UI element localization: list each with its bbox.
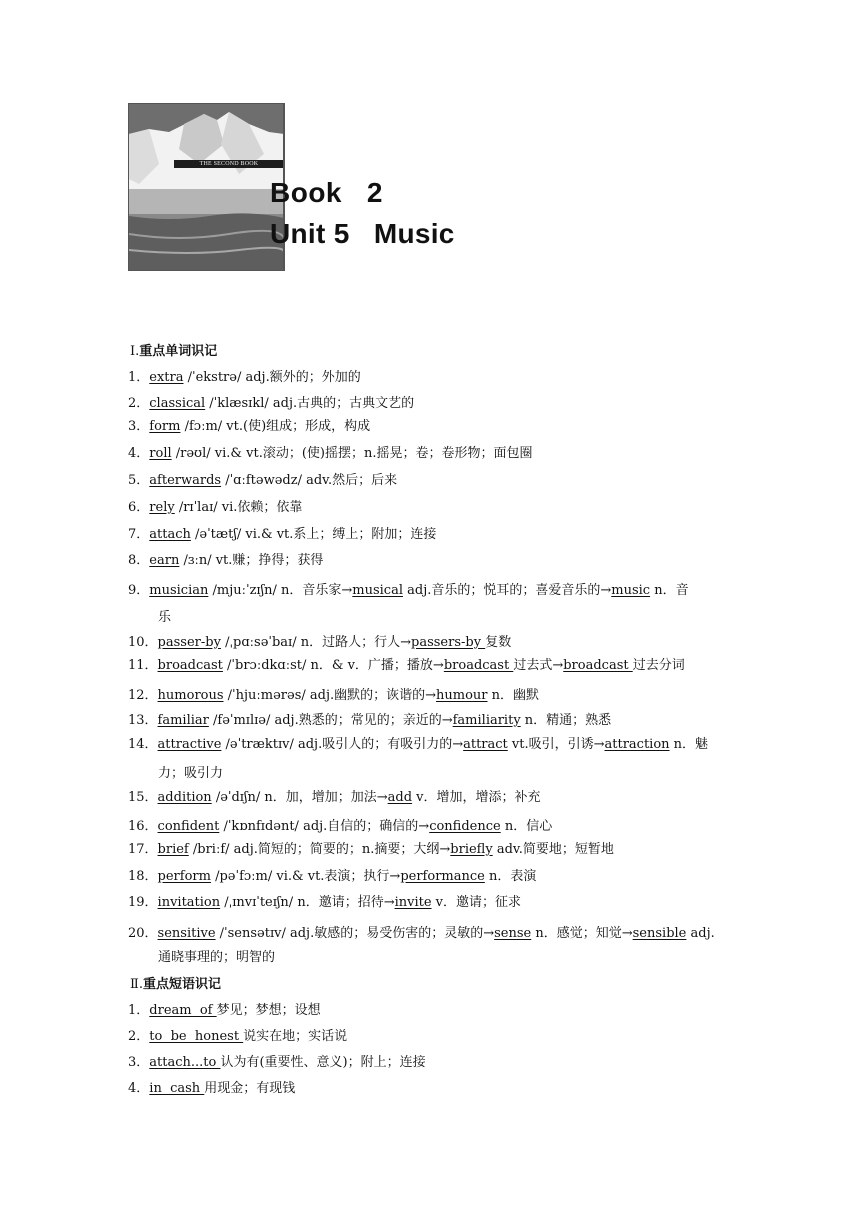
vocab-word: attach	[149, 527, 191, 542]
derived-word: broadcast	[563, 658, 633, 673]
vocab-item	[128, 552, 740, 570]
item-number: 15．	[128, 790, 158, 805]
vocab-item-continuation: 力；吸引力	[158, 766, 224, 781]
derived-word: humour	[436, 688, 488, 703]
vocab-definition: /ˈekstrə/ adj.额外的；外加的	[183, 370, 361, 385]
vocab-item	[128, 818, 740, 836]
item-number: 9．	[128, 583, 150, 598]
vocab-item	[128, 657, 740, 675]
vocab-definition: /ˈsensətɪv/ adj.敏感的；易受伤害的；灵敏的→	[215, 926, 495, 941]
phrase: attach...to	[149, 1055, 221, 1070]
vocab-word: extra	[149, 370, 184, 385]
derived-word: add	[387, 790, 413, 805]
derived-word: sense	[494, 926, 532, 941]
vocab-definition: /ˈɑːftəwədz/ adv.然后；后来	[221, 473, 398, 488]
phrase: in cash	[149, 1081, 205, 1096]
section-number: Ⅱ.	[130, 977, 143, 992]
phrase-item	[128, 1054, 740, 1072]
vocab-item	[128, 582, 740, 600]
vocab-word: form	[149, 419, 181, 434]
book-title: Book 2	[270, 177, 383, 208]
vocab-item	[128, 841, 740, 859]
derived-definition: adj.	[686, 926, 715, 941]
vocab-definition: /əˈtræktɪv/ adj.吸引人的；有吸引力的→	[221, 737, 464, 752]
derived-definition: n．表演	[484, 869, 537, 884]
vocab-word: earn	[149, 553, 180, 568]
vocab-definition: /ˌɪnvɪˈteɪʃn/ n．邀请；招待→	[220, 895, 395, 910]
vocab-word: brief	[157, 842, 189, 857]
vocab-item	[128, 736, 740, 754]
derived-definition: vt.吸引，引诱→	[507, 737, 605, 752]
derived-word: passers-by	[411, 635, 486, 650]
vocab-word: perform	[157, 869, 211, 884]
phrase-definition: 用现金；有现钱	[204, 1081, 296, 1096]
unit-title: Unit 5 Music	[270, 218, 455, 249]
vocab-definition: /ˈkɒnfɪdənt/ adj.自信的；确信的→	[219, 819, 430, 834]
vocab-definition: /mjuːˈzɪʃn/ n．音乐家→	[208, 583, 353, 598]
derived-definition: n．幽默	[487, 688, 540, 703]
item-number: 10．	[128, 635, 158, 650]
derived-definition: 复数	[485, 635, 512, 650]
derived-definition: adv.简要地；短暂地	[492, 842, 614, 857]
item-number: 2．	[128, 396, 150, 411]
vocab-item	[128, 789, 740, 807]
vocab-definition: /əˈdɪʃn/ n．加，增加；加法→	[211, 790, 388, 805]
derived-word: briefly	[450, 842, 493, 857]
vocab-item-continuation: 通晓事理的；明智的	[158, 950, 276, 965]
phrase: dream of	[149, 1003, 217, 1018]
item-number: 2．	[128, 1029, 150, 1044]
phrase-item	[128, 1002, 740, 1020]
item-number: 16．	[128, 819, 158, 834]
vocab-definition: /ˈklæsɪkl/ adj.古典的；古典文艺的	[205, 396, 415, 411]
item-number: 12．	[128, 688, 158, 703]
derived-definition: 过去分词	[632, 658, 685, 673]
vocab-word: musician	[149, 583, 209, 598]
item-number: 17．	[128, 842, 158, 857]
item-number: 1．	[128, 370, 150, 385]
vocab-word: broadcast	[157, 658, 223, 673]
book-cover-image	[128, 103, 285, 271]
derived-definition: n．精通；熟悉	[520, 713, 612, 728]
item-number: 3．	[128, 419, 150, 434]
item-number: 5．	[128, 473, 150, 488]
vocab-item	[128, 445, 740, 463]
phrase-definition: 说实在地；实话说	[243, 1029, 348, 1044]
derived-definition: v．增加，增添；补充	[412, 790, 541, 805]
vocab-word: invitation	[157, 895, 221, 910]
derived-word: broadcast	[443, 658, 514, 673]
phrase-item	[128, 1080, 740, 1098]
vocab-word: humorous	[157, 688, 224, 703]
item-number: 18．	[128, 869, 158, 884]
cover-label: THE SECOND BOOK	[174, 160, 284, 168]
item-number: 7．	[128, 527, 150, 542]
derived-word: musical	[352, 583, 403, 598]
vocab-word: roll	[149, 446, 172, 461]
derived-word: music	[611, 583, 651, 598]
vocab-definition: /briːf/ adj.简短的；简要的；n.摘要；大纲→	[188, 842, 451, 857]
vocab-item	[128, 712, 740, 730]
vocab-item	[128, 687, 740, 705]
item-number: 11．	[128, 658, 158, 673]
vocab-word: sensitive	[157, 926, 216, 941]
phrase: to be honest	[149, 1029, 244, 1044]
vocab-word: rely	[149, 500, 175, 515]
vocab-definition: /ˈhjuːmərəs/ adj.幽默的；诙谐的→	[223, 688, 437, 703]
derived-definition: 过去式→	[513, 658, 564, 673]
derived-word: performance	[400, 869, 485, 884]
vocab-item	[128, 634, 740, 652]
vocab-word: familiar	[157, 713, 209, 728]
vocab-definition: /ɜːn/ vt.赚；挣得；获得	[179, 553, 324, 568]
derived-definition: v．邀请；征求	[431, 895, 522, 910]
section-heading-phrases	[130, 976, 221, 994]
vocab-item	[128, 499, 740, 517]
vocab-word: classical	[149, 396, 206, 411]
derived-definition: adj.音乐的；悦耳的；喜爱音乐的→	[402, 583, 612, 598]
vocab-item	[128, 925, 740, 943]
vocab-word: passer-by	[157, 635, 221, 650]
derived-definition: n．信心	[500, 819, 553, 834]
item-number: 14．	[128, 737, 158, 752]
derived-definition: n．感觉；知觉→	[531, 926, 633, 941]
vocab-word: afterwards	[149, 473, 222, 488]
derived-word: invite	[394, 895, 432, 910]
phrase-definition: 梦见；梦想；设想	[216, 1003, 321, 1018]
vocab-definition: /ˌpɑːsəˈbaɪ/ n．过路人；行人→	[220, 635, 411, 650]
derived-word: attract	[463, 737, 508, 752]
item-number: 3．	[128, 1055, 150, 1070]
vocab-item	[128, 369, 740, 387]
derived-definition: n．音	[650, 583, 689, 598]
derived-word: confidence	[429, 819, 501, 834]
item-number: 13．	[128, 713, 158, 728]
vocab-item-continuation: 乐	[158, 610, 172, 625]
vocab-definition: /rɪˈlaɪ/ vi.依赖；依靠	[174, 500, 303, 515]
vocab-item	[128, 418, 740, 436]
derived-definition: n．魅	[669, 737, 709, 752]
iceberg-illustration	[129, 104, 284, 270]
item-number: 8．	[128, 553, 150, 568]
vocab-definition: /əˈtætʃ/ vi.& vt.系上；缚上；附加；连接	[190, 527, 437, 542]
derived-word: familiarity	[452, 713, 521, 728]
vocab-definition: /fɔːm/ vt.(使)组成；形成，构成	[180, 419, 371, 434]
derived-word: sensible	[632, 926, 687, 941]
item-number: 20．	[128, 926, 158, 941]
vocab-word: addition	[157, 790, 212, 805]
item-number: 4．	[128, 1081, 150, 1096]
item-number: 19．	[128, 895, 158, 910]
vocab-item	[128, 868, 740, 886]
vocab-item	[128, 395, 740, 413]
phrase-item	[128, 1028, 740, 1046]
section-title: 重点短语识记	[142, 977, 221, 992]
section-number: Ⅰ.	[130, 344, 140, 359]
phrase-definition: 认为有(重要性、意义)；附上；连接	[220, 1055, 426, 1070]
vocab-definition: /pəˈfɔːm/ vi.& vt.表演；执行→	[210, 869, 401, 884]
item-number: 1．	[128, 1003, 150, 1018]
section-heading-vocabulary	[130, 343, 217, 361]
derived-word: attraction	[604, 737, 670, 752]
vocab-definition: /rəʊl/ vi.& vt.滚动；(使)摇摆；n.摇晃；卷；卷形物；面包圈	[171, 446, 533, 461]
vocab-definition: /fəˈmɪlɪə/ adj.熟悉的；常见的；亲近的→	[208, 713, 453, 728]
vocab-word: confident	[157, 819, 220, 834]
item-number: 4．	[128, 446, 150, 461]
vocab-item	[128, 526, 740, 544]
vocab-word: attractive	[157, 737, 222, 752]
vocab-item	[128, 894, 740, 912]
section-title: 重点单词识记	[139, 344, 218, 359]
item-number: 6．	[128, 500, 150, 515]
vocab-item	[128, 472, 740, 490]
vocab-definition: /ˈbrɔːdkɑːst/ n．& v．广播；播放→	[222, 658, 444, 673]
